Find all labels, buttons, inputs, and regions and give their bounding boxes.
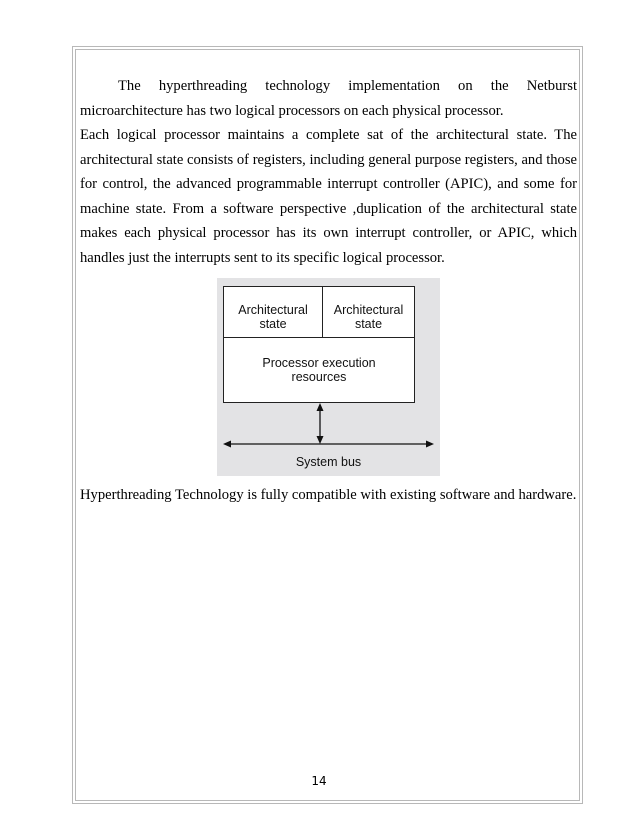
paragraph-3: Hyperthreading Technology is fully compatible with existing software and hardware. [80,487,577,503]
paragraph-1-continuation: microarchitecture has two logical processors on each physical processor. [80,102,504,119]
architectural-state-label-2: Architectural state [333,302,404,331]
paragraph-1-first-line: The hyperthreading technology implementation on the Netburst [118,78,577,94]
hyperthreading-diagram [217,278,440,476]
paragraph-2: Each logical processor maintains a complete sat of the architectural state. The architectural state consists of registers, including general purpose registers, and those for control, the advanced programmable interrupt controller (APIC), and some for machine state. From a software perspective ,duplication of the architectural state makes each physical processor has its own interrupt controller, or APIC, which handles just the interrupts sent to its specific logical processor. [80,127,577,266]
execution-resources-label: Processor execution resources [262,356,376,384]
up-arrow-head-icon [317,403,324,411]
right-arrow-head-icon [426,441,434,448]
bus-arrows [217,278,440,476]
left-arrow-head-icon [223,441,231,448]
down-arrow-head-icon [317,436,324,444]
body-text [80,74,577,270]
page-number: 14 [311,774,327,788]
system-bus-label: System bus [295,455,362,469]
architectural-state-label-1: Architectural state [238,302,308,331]
